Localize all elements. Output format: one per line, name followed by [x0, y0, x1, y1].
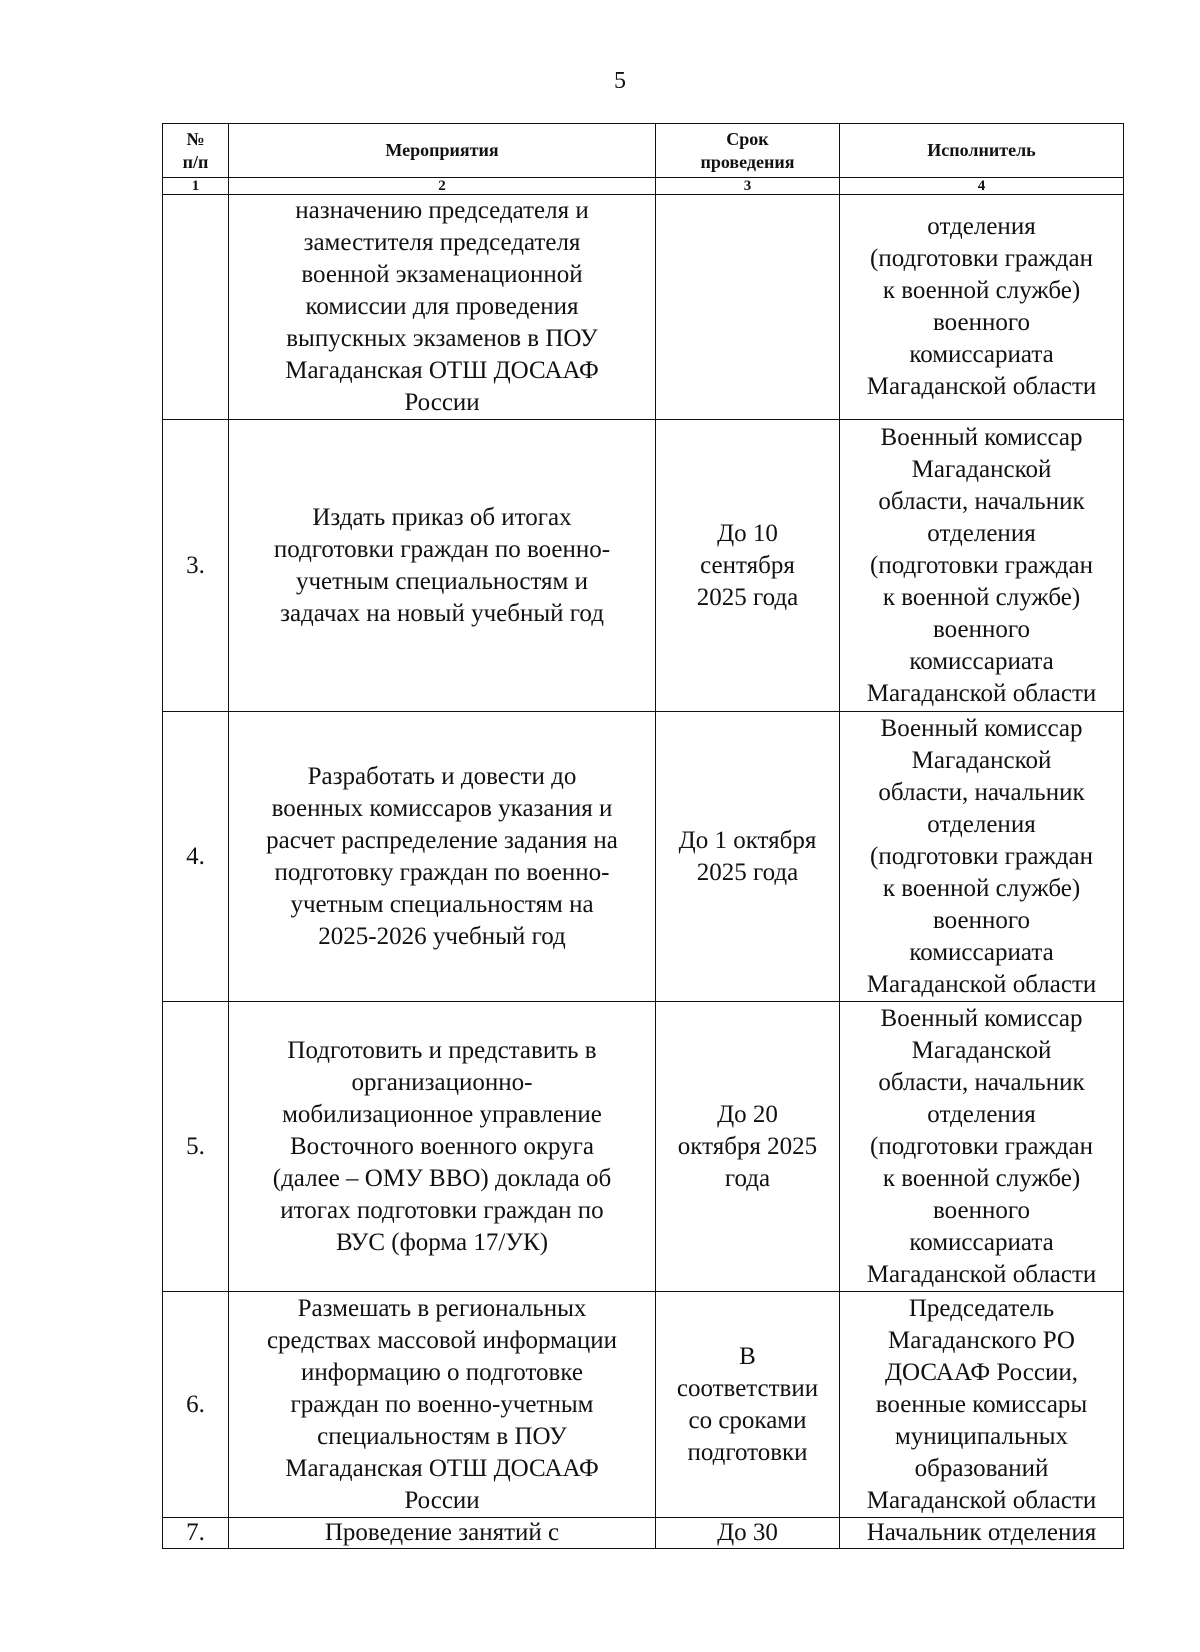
column-number: 3	[656, 178, 840, 195]
header-event: Мероприятия	[229, 124, 656, 178]
column-number: 2	[229, 178, 656, 195]
table-row	[163, 1518, 1124, 1549]
row-event: Подготовить и представить в организационно- мобилизационное управление Восточного военного округа (далее – ОМУ ВВО) доклада об итогах подготовки граждан по ВУС (форма 17/УК)	[229, 1002, 656, 1292]
row-deadline: До 20 октября 2025 года	[656, 1002, 840, 1292]
table-row	[163, 195, 1124, 420]
row-executor: Военный комиссар Магаданской области, начальник отделения (подготовки граждан к военной службе) военного комиссариата Магаданской области	[840, 420, 1124, 712]
row-num: 3.	[163, 420, 229, 712]
row-executor: Военный комиссар Магаданской области, начальник отделения (подготовки граждан к военной службе) военного комиссариата Магаданской области	[840, 712, 1124, 1002]
row-event: Издать приказ об итогах подготовки граждан по военно- учетным специальностям и задачах на новый учебный год	[229, 420, 656, 712]
table-row	[163, 420, 1124, 712]
row-deadline	[656, 195, 840, 420]
row-deadline: В соответствии со сроками подготовки	[656, 1292, 840, 1518]
row-deadline: До 1 октября 2025 года	[656, 712, 840, 1002]
table-row	[163, 1002, 1124, 1292]
row-event: Разработать и довести до военных комиссаров указания и расчет распределение задания на подготовку граждан по военно- учетным специальностям на 2025-2026 учебный год	[229, 712, 656, 1002]
table-row	[163, 712, 1124, 1002]
row-num	[163, 195, 229, 420]
events-table	[162, 123, 1124, 1549]
row-executor: Начальник отделения	[840, 1518, 1124, 1549]
column-number: 1	[163, 178, 229, 195]
row-num: 6.	[163, 1292, 229, 1518]
row-event: назначению председателя и заместителя председателя военной экзаменационной комиссии для проведения выпускных экзаменов в ПОУ Магаданская ОТШ ДОСААФ России	[229, 195, 656, 420]
row-num: 4.	[163, 712, 229, 1002]
row-deadline: До 10 сентября 2025 года	[656, 420, 840, 712]
header-row	[163, 124, 1124, 178]
page-number: 5	[614, 68, 626, 94]
row-executor: Военный комиссар Магаданской области, начальник отделения (подготовки граждан к военной службе) военного комиссариата Магаданской области	[840, 1002, 1124, 1292]
row-deadline: До 30	[656, 1518, 840, 1549]
header-executor: Исполнитель	[840, 124, 1124, 178]
row-event: Размешать в региональных средствах массовой информации информацию о подготовке граждан по военно-учетным специальностям в ПОУ Магаданская ОТШ ДОСААФ России	[229, 1292, 656, 1518]
row-num: 7.	[163, 1518, 229, 1549]
column-number: 4	[840, 178, 1124, 195]
header-num: № п/п	[163, 124, 229, 178]
header-deadline: Срок проведения	[656, 124, 840, 178]
row-executor: отделения (подготовки граждан к военной службе) военного комиссариата Магаданской области	[840, 195, 1124, 420]
column-number-row	[163, 178, 1124, 195]
table-row	[163, 1292, 1124, 1518]
row-num: 5.	[163, 1002, 229, 1292]
row-event: Проведение занятий с	[229, 1518, 656, 1549]
row-executor: Председатель Магаданского РО ДОСААФ России, военные комиссары муниципальных образований Магаданской области	[840, 1292, 1124, 1518]
